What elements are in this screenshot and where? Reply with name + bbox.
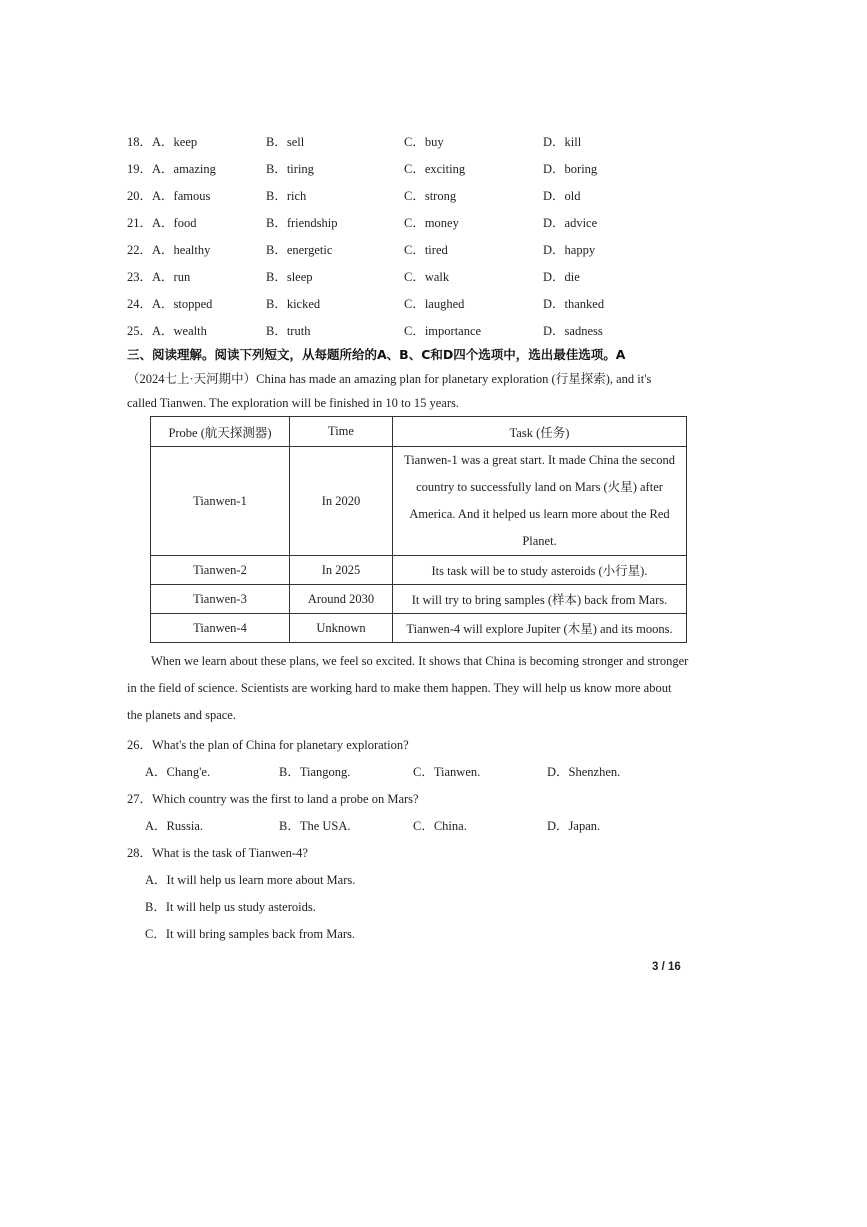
- probe-task: Tianwen-1 was a great start. It made China the second country to successfully land on Mars (火星) after America. And it helped us learn more about the Red Planet.: [393, 447, 687, 556]
- question-28: 28．What is the task of Tianwen-4?: [127, 846, 308, 860]
- table-header-row: [151, 417, 687, 447]
- paragraph-line-3: the planets and space.: [127, 708, 236, 722]
- option-d: D．Japan.: [547, 819, 601, 833]
- option-a: A．Russia.: [145, 819, 203, 833]
- table-row: [151, 447, 687, 556]
- option-c: C．Tianwen.: [413, 765, 481, 779]
- header-task: Task (任务): [393, 417, 687, 447]
- table-row: [151, 556, 687, 585]
- option-c: C．buy: [404, 135, 444, 149]
- option-c: C．strong: [404, 189, 457, 203]
- option-a: 19．A．amazing: [127, 162, 216, 176]
- table-row: [151, 585, 687, 614]
- probe-time: Around 2030: [290, 585, 393, 614]
- option-a: 21．A．food: [127, 216, 197, 230]
- option-b: B．truth: [266, 324, 311, 338]
- option-b: B．energetic: [266, 243, 333, 257]
- option-d: D．happy: [543, 243, 596, 257]
- option-c: C．exciting: [404, 162, 466, 176]
- probe-name: Tianwen-3: [151, 585, 290, 614]
- option-b: B．Tiangong.: [279, 765, 351, 779]
- intro-line-2: called Tianwen. The exploration will be finished in 10 to 15 years.: [127, 396, 460, 410]
- section-heading: 三、阅读理解。阅读下列短文，从每题所给的A、B、C和D四个选项中，选出最佳选项。A: [127, 347, 626, 362]
- probe-task: Its task will be to study asteroids (小行星).: [393, 556, 687, 585]
- option-b: B．tiring: [266, 162, 314, 176]
- option-b: B．rich: [266, 189, 307, 203]
- probe-name: Tianwen-1: [151, 447, 290, 556]
- option-d: D．Shenzhen.: [547, 765, 621, 779]
- option-b: B．sleep: [266, 270, 313, 284]
- option-d: D．boring: [543, 162, 598, 176]
- question-26: 26．What's the plan of China for planetary exploration?: [127, 738, 409, 752]
- option-c: C．money: [404, 216, 459, 230]
- probe-time: In 2020: [290, 447, 393, 556]
- option-b: B．friendship: [266, 216, 338, 230]
- option-d: D．kill: [543, 135, 582, 149]
- option-a: 25．A．wealth: [127, 324, 207, 338]
- option-b: B．kicked: [266, 297, 321, 311]
- option-c: C．walk: [404, 270, 450, 284]
- probe-name: Tianwen-4: [151, 614, 290, 643]
- option-c: C．tired: [404, 243, 448, 257]
- option-b: B．It will help us study asteroids.: [145, 900, 316, 914]
- table-row: [151, 614, 687, 643]
- option-c: C．It will bring samples back from Mars.: [145, 927, 356, 941]
- option-d: D．advice: [543, 216, 598, 230]
- probe-task: It will try to bring samples (样本) back from Mars.: [393, 585, 687, 614]
- option-a: 18．A．keep: [127, 135, 198, 149]
- option-c: C．importance: [404, 324, 482, 338]
- page-number: 3 / 16: [652, 961, 681, 973]
- option-d: D．die: [543, 270, 580, 284]
- intro-line-1: （2024七上·天河期中）China has made an amazing plan for planetary exploration (行星探索), and it's: [127, 372, 652, 386]
- header-probe: Probe (航天探测器): [151, 417, 290, 447]
- option-d: D．old: [543, 189, 581, 203]
- probe-name: Tianwen-2: [151, 556, 290, 585]
- probe-table: [150, 416, 687, 643]
- question-27: 27．Which country was the first to land a probe on Mars?: [127, 792, 419, 806]
- option-d: D．sadness: [543, 324, 603, 338]
- option-a: 22．A．healthy: [127, 243, 211, 257]
- probe-time: In 2025: [290, 556, 393, 585]
- option-a: 24．A．stopped: [127, 297, 213, 311]
- option-b: B．sell: [266, 135, 305, 149]
- option-c: C．laughed: [404, 297, 465, 311]
- option-b: B．The USA.: [279, 819, 351, 833]
- option-a: A．Chang'e.: [145, 765, 211, 779]
- header-time: Time: [290, 417, 393, 447]
- paragraph-line-2: in the field of science. Scientists are working hard to make them happen. They will help us know more about: [127, 681, 672, 695]
- option-d: D．thanked: [543, 297, 605, 311]
- option-a: A．It will help us learn more about Mars.: [145, 873, 356, 887]
- probe-time: Unknown: [290, 614, 393, 643]
- probe-task: Tianwen-4 will explore Jupiter (木星) and its moons.: [393, 614, 687, 643]
- option-a: 20．A．famous: [127, 189, 211, 203]
- paragraph-line-1: When we learn about these plans, we feel so excited. It shows that China is becoming stronger and stronger: [151, 654, 689, 668]
- option-a: 23．A．run: [127, 270, 191, 284]
- option-c: C．China.: [413, 819, 467, 833]
